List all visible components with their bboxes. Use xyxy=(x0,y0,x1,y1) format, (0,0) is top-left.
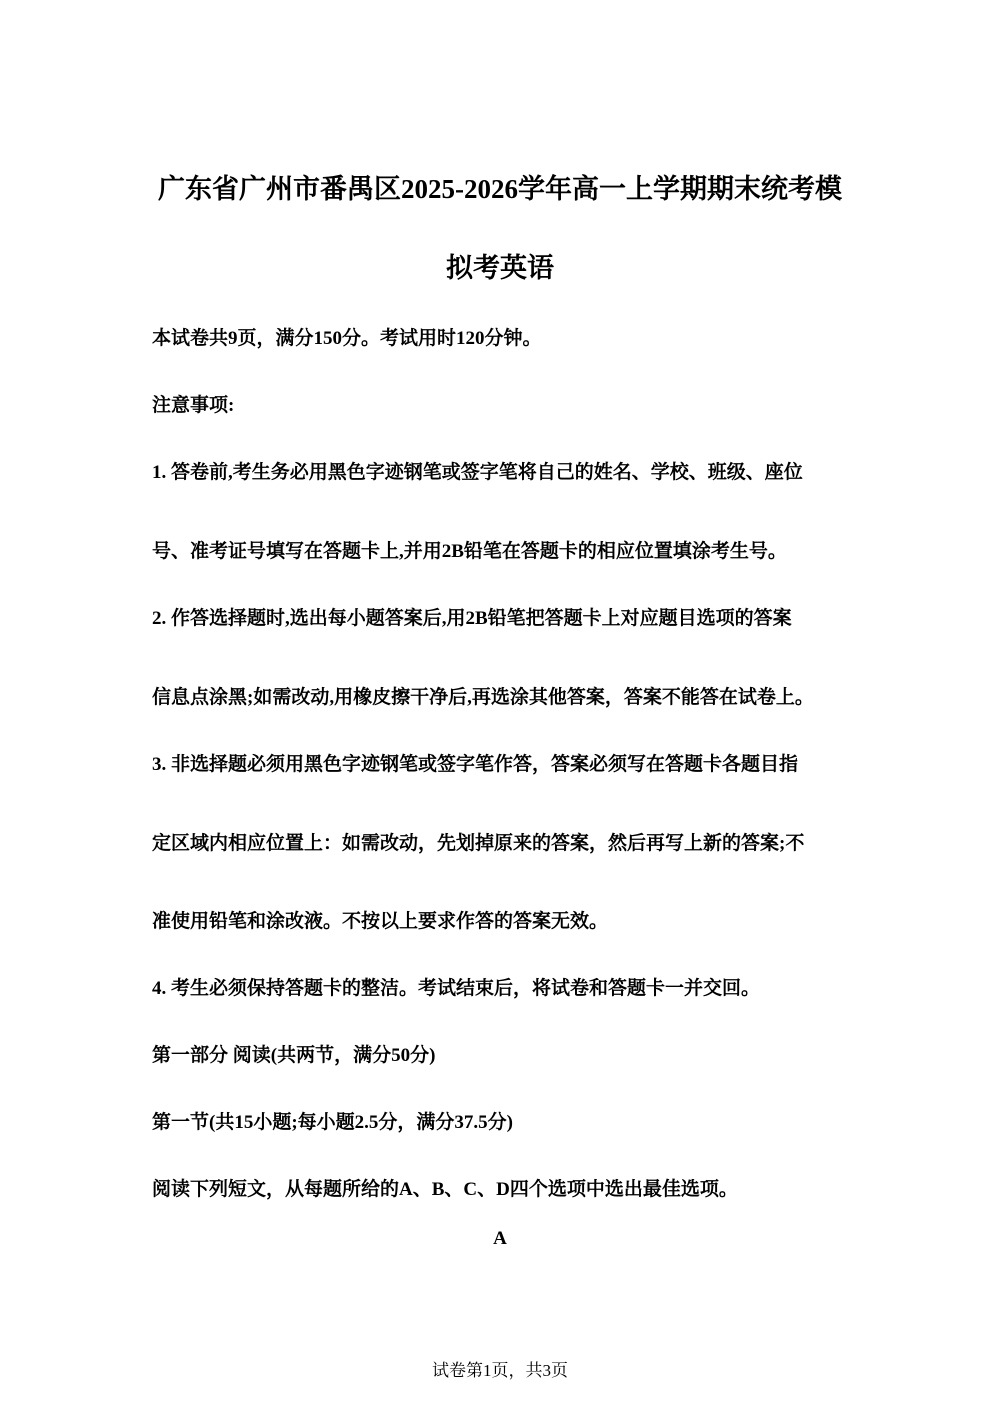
notice-line: 3. 非选择题必须用黑色字迹钢笔或签字笔作答，答案必须写在答题卡各题目指 xyxy=(152,754,799,775)
notice-line: 定区域内相应位置上：如需改动，先划掉原来的答案，然后再写上新的答案;不 xyxy=(152,833,805,854)
document-title-line-2: 拟考英语 xyxy=(446,253,554,283)
passage-label: A xyxy=(493,1228,507,1249)
reading-instruction: 阅读下列短文，从每题所给的A、B、C、D四个选项中选出最佳选项。 xyxy=(152,1179,738,1200)
notice-line: 信息点涂黑;如需改动,用橡皮擦干净后,再选涂其他答案，答案不能答在试卷上。 xyxy=(152,687,814,708)
part-heading: 第一部分 阅读(共两节，满分50分) xyxy=(152,1045,436,1066)
page-footer: 试卷第1页，共3页 xyxy=(432,1361,568,1380)
exam-info: 本试卷共9页，满分150分。考试用时120分钟。 xyxy=(152,328,542,349)
notice-line: 2. 作答选择题时,选出每小题答案后,用2B铅笔把答题卡上对应题目选项的答案 xyxy=(152,608,792,629)
notice-line: 1. 答卷前,考生务必用黑色字迹钢笔或签字笔将自己的姓名、学校、班级、座位 xyxy=(152,462,803,483)
document-title-line-1: 广东省广州市番禺区2025-2026学年高一上学期期末统考模 xyxy=(158,174,842,204)
notice-line: 号、准考证号填写在答题卡上,并用2B铅笔在答题卡的相应位置填涂考生号。 xyxy=(152,541,787,562)
notice-line: 4. 考生必须保持答题卡的整洁。考试结束后，将试卷和答题卡一并交回。 xyxy=(152,978,761,999)
notice-line: 准使用铅笔和涂改液。不按以上要求作答的答案无效。 xyxy=(152,911,609,932)
notice-heading: 注意事项: xyxy=(152,395,235,416)
section-heading: 第一节(共15小题;每小题2.5分，满分37.5分) xyxy=(152,1112,513,1133)
